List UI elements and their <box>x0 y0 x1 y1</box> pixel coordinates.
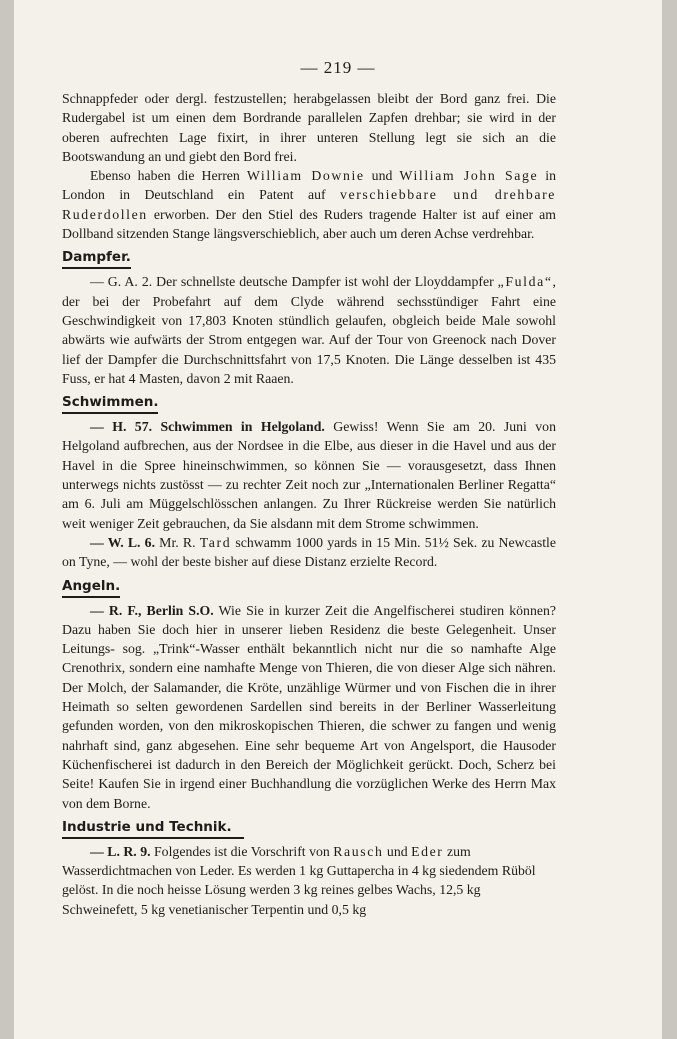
text: in London in Deutschland ein Patent auf <box>62 168 556 203</box>
section-heading-dampfer: Dampfer. <box>62 249 131 269</box>
text: Wie Sie in kurzer Zeit die Angelfischerei studiren können? Dazu haben Sie doch hier in unserer lieben Residenz die beste Gelegenheit. Unser Leitungs- sog. „Trink“-Wasser enthält bekanntlich nicht nur die so namhafte Alge Crenothrix, sondern eine namhafte Menge von Thieren, die von dieser Alge sich nähren. Der Molch, der Salamander, die Kröte, unzählige Würmer und von Fischen die in ihrer Heimath so selten gewordenen Sardellen sind bereits in der Berliner Wasserleitung gefunden worden, von den mikroskopischen Thieren, die schwer zu fangen und wenig nahrhaft sind, ganz abgesehen. Eine sehr bequeme Art von Angelsport, die Hausoder Küchenfischerei ist dadurch in den Bereich der Möglichkeit gerückt. Doch, Scherz bei Seite! Kaufen Sie in irgend einer Buchhandlung die vorzüglichen Werke des Herrn Max von dem Borne. <box>62 602 556 811</box>
entry <box>62 417 556 533</box>
text: und <box>383 843 412 859</box>
entry <box>62 601 556 813</box>
entry-ref: — R. F., Berlin S.O. <box>90 602 214 618</box>
text: Folgendes ist die Vorschrift von <box>150 843 334 859</box>
entry-ref: — G. A. 2. <box>90 274 153 290</box>
entry <box>62 842 556 919</box>
text: erworben. Der den Stiel des Ruders tragende Halter ist auf einer am Dollband sitzenden Stange längsverschieblich, aber auch um deren Achse verdrehbar. <box>62 206 556 242</box>
book-page <box>14 0 662 1039</box>
patent-title: verschiebbare und drehbare Ruderdollen <box>62 187 556 222</box>
section-heading-schwimmen: Schwimmen. <box>62 394 158 414</box>
entry-ref: — L. R. 9. <box>90 843 151 859</box>
person-name: Rausch <box>333 843 384 859</box>
entry-ref: — W. L. 6. <box>90 534 156 550</box>
page-number: — 219 — <box>300 58 376 77</box>
inventor-name: William John Sage <box>399 168 539 184</box>
text: Ebenso haben die Herren <box>90 168 247 184</box>
paragraph: Schnappfeder oder dergl. festzustellen; herabgelassen bleibt der Bord ganz frei. Die Rudergabel ist um einen dem Bordrande parallelen Zapfen drehbar; sie wird in der oberen aufrechten Lage fixirt, in ihrer unteren Stellung legt sie sich an die Bootswandung an und giebt den Bord frei. <box>62 91 556 164</box>
text: Mr. R. <box>155 534 200 550</box>
ship-name: „Fulda“ <box>497 274 553 290</box>
entry <box>62 272 556 388</box>
person-name: Tard <box>199 534 232 550</box>
person-name: Eder <box>411 843 444 859</box>
text: zum Wasserdichtmachen von Leder. Es werden 1 kg Guttapercha in 4 kg siedendem Rüböl gelöst. In die noch heisse Lösung werden 3 kg reines gelbes Wachs, 12,5 kg Schweinefett, 5 kg venetianischer Terpentin und 0,5 kg <box>62 843 536 917</box>
text: und <box>364 168 400 184</box>
section-heading-industrie: Industrie und Technik. <box>62 819 244 839</box>
text: Der schnellste deutsche Dampfer ist wohl der Lloyddampfer <box>152 274 498 290</box>
entry-ref: — H. 57. Schwimmen in Helgoland. <box>90 419 325 435</box>
text: schwamm 1000 yards in 15 Min. 51½ Sek. zu Newcastle on Tyne, — wohl der beste bisher auf diese Distanz erzielte Record. <box>62 534 556 570</box>
text: , der bei der Probefahrt auf dem Clyde während sechsstündiger Fahrt eine Geschwindigkeit von 17,803 Knoten stündlich gelaufen, obgleich beide Male sowohl abwärts wie aufwärts der Strom entgegen war. Auf der Tour von Greenock nach Dover lief der Dampfer die Durchschnittsfahrt von 17,5 Knoten. Die Länge desselben ist 435 Fuss, er hat 4 Masten, davon 2 mit Raaen. <box>62 274 556 386</box>
section-heading-angeln: Angeln. <box>62 578 120 598</box>
inventor-name: William Downie <box>246 168 365 184</box>
paragraph-patent <box>62 166 556 243</box>
text: Gewiss! Wenn Sie am 20. Juni von Helgoland aufbrechen, aus der Nordsee in die Elbe, aus dieser in die Havel und aus der Havel in die Spree hineinschwimmen, so können Sie — vorausgesetzt, dass Ihnen unterwegs nichts zustösst — zu rechter Zeit noch zur „Internationalen Berliner Regatta“ am 6. Juli am Müggelschlösschen anlangen. Zu Ihrer Rückreise werden Sie natürlich weit weniger Zeit gebrauchen, da Sie alsdann mit dem Strome schwimmen. <box>62 419 556 531</box>
page-body <box>62 89 556 919</box>
entry <box>62 533 556 572</box>
